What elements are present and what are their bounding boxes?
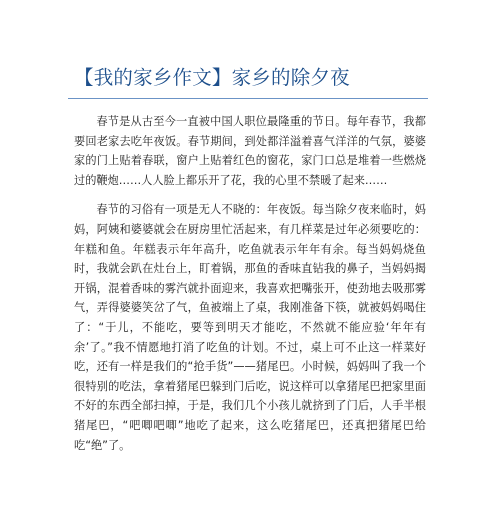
paragraph-1: 春节是从古至今一直被中国人职位最隆重的节日。每年春节，我都要回老家去吃年夜饭。春节期间，到处都洋溢着喜气洋洋的气氛，婆婆家的门上贴着春联，窗户上贴着红色的窗花，家门口总是堆着一些燃烧过的鞭炮……人人脸上都乐开了花，我的心里不禁暖了起来…… — [74, 115, 426, 187]
article-body — [74, 112, 426, 455]
title-divider — [68, 98, 428, 99]
paragraph-2: 春节的习俗有一项是无人不晓的：年夜饭。每当除夕夜来临时，妈妈，阿姨和婆婆就会在厨房里忙活起来，有几样菜是过年必须要吃的：年糕和鱼。年糕表示年年高升，吃鱼就表示年年有余。每当妈妈烧鱼时，我就会趴在灶台上，盯着锅，那鱼的香味直钻我的鼻子，当妈妈揭开锅，混着香味的雾汽就扑面迎来，我喜欢把嘴张开，使劲地去吸那雾气，弄得婆婆笑岔了气，鱼被端上了桌，我刚准备下筷，就被妈妈喝住了：“于儿，不能吃，要等到明天才能吃，不然就不能应验‘年年有余’了。”我不情愿地打消了吃鱼的计划。不过，桌上可不止这一样菜好吃，还有一样是我们的“抢手货”——猪尾巴。小时候，妈妈叫了我一个很特别的吃法，拿着猪尾巴躲到门后吃，说这样可以拿猪尾巴把家里面不好的东西全部扫掉，于是，我们几个小孩儿就挤到了门后，人手半根猪尾巴，“吧唧吧唧”地吃了起来，这么吃猪尾巴，还真把猪尾巴给吃“绝”了。 — [74, 203, 426, 452]
article-title: 【我的家乡作文】家乡的除夕夜 — [74, 66, 350, 89]
